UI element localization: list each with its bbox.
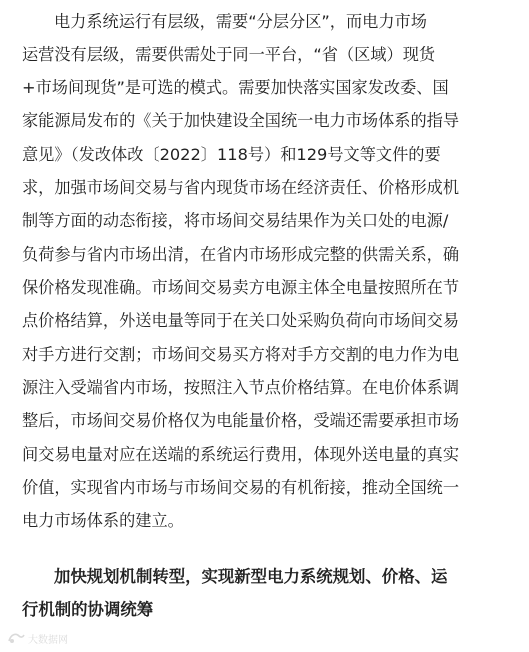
paragraph-line: 运营没有层级，需要供需处于同一平台，“省（区域）现货 bbox=[22, 45, 436, 64]
paragraph-line: 间交易电量对应在送端的系统运行费用，体现外送电量的真实 bbox=[22, 445, 460, 464]
paragraph-line: 负荷参与省内市场出清，在省内市场形成完整的供需关系，确 bbox=[22, 245, 460, 264]
paragraph-line: 制等方面的动态衔接，将市场间交易结果作为关口处的电源/ bbox=[22, 211, 449, 230]
watermark-text: 大数据网 bbox=[28, 634, 68, 646]
paragraph-line: 求，加强市场间交易与省内现货市场在经济责任、价格形成机 bbox=[22, 178, 460, 197]
paragraph-line: 对手方进行交割；市场间交易买方将对手方交割的电力作为电 bbox=[22, 345, 460, 364]
paragraph-line: 整后，市场间交易价格仅为电能量价格，受端还需要承担市场 bbox=[22, 411, 460, 430]
paragraph-line: 家能源局发布的《关于加快建设全国统一电力市场体系的指导 bbox=[22, 111, 460, 130]
paragraph-line: 点价格结算，外送电量等同于在关口处采购负荷向市场间交易 bbox=[22, 311, 460, 330]
paragraph-line: +市场间现货”是可选的模式。需要加快落实国家发改委、国 bbox=[22, 78, 449, 97]
paragraph-line: 源注入受端省内市场，按照注入节点价格结算。在电价体系调 bbox=[22, 378, 460, 397]
paragraph-line: 保价格发现准确。市场间交易卖方电源主体全电量按照所在节 bbox=[22, 278, 460, 297]
watermark-logo-icon bbox=[7, 631, 25, 645]
paragraph-line: 价值，实现省内市场与市场间交易的有机衔接，推动全国统一 bbox=[22, 478, 460, 497]
watermark bbox=[7, 629, 68, 647]
paragraph-line: 电力系统运行有层级，需要“分层分区”，而电力市场 bbox=[54, 12, 427, 31]
section-heading-line: 加快规划机制转型，实现新型电力系统规划、价格、运 bbox=[54, 567, 448, 586]
paragraph-line: 电力市场体系的建立。 bbox=[22, 511, 184, 530]
section-heading-line: 行机制的协调统筹 bbox=[22, 600, 154, 619]
paragraph-line: 意见》（发改体改〔2022〕118号）和129号文等文件的要 bbox=[22, 145, 441, 164]
